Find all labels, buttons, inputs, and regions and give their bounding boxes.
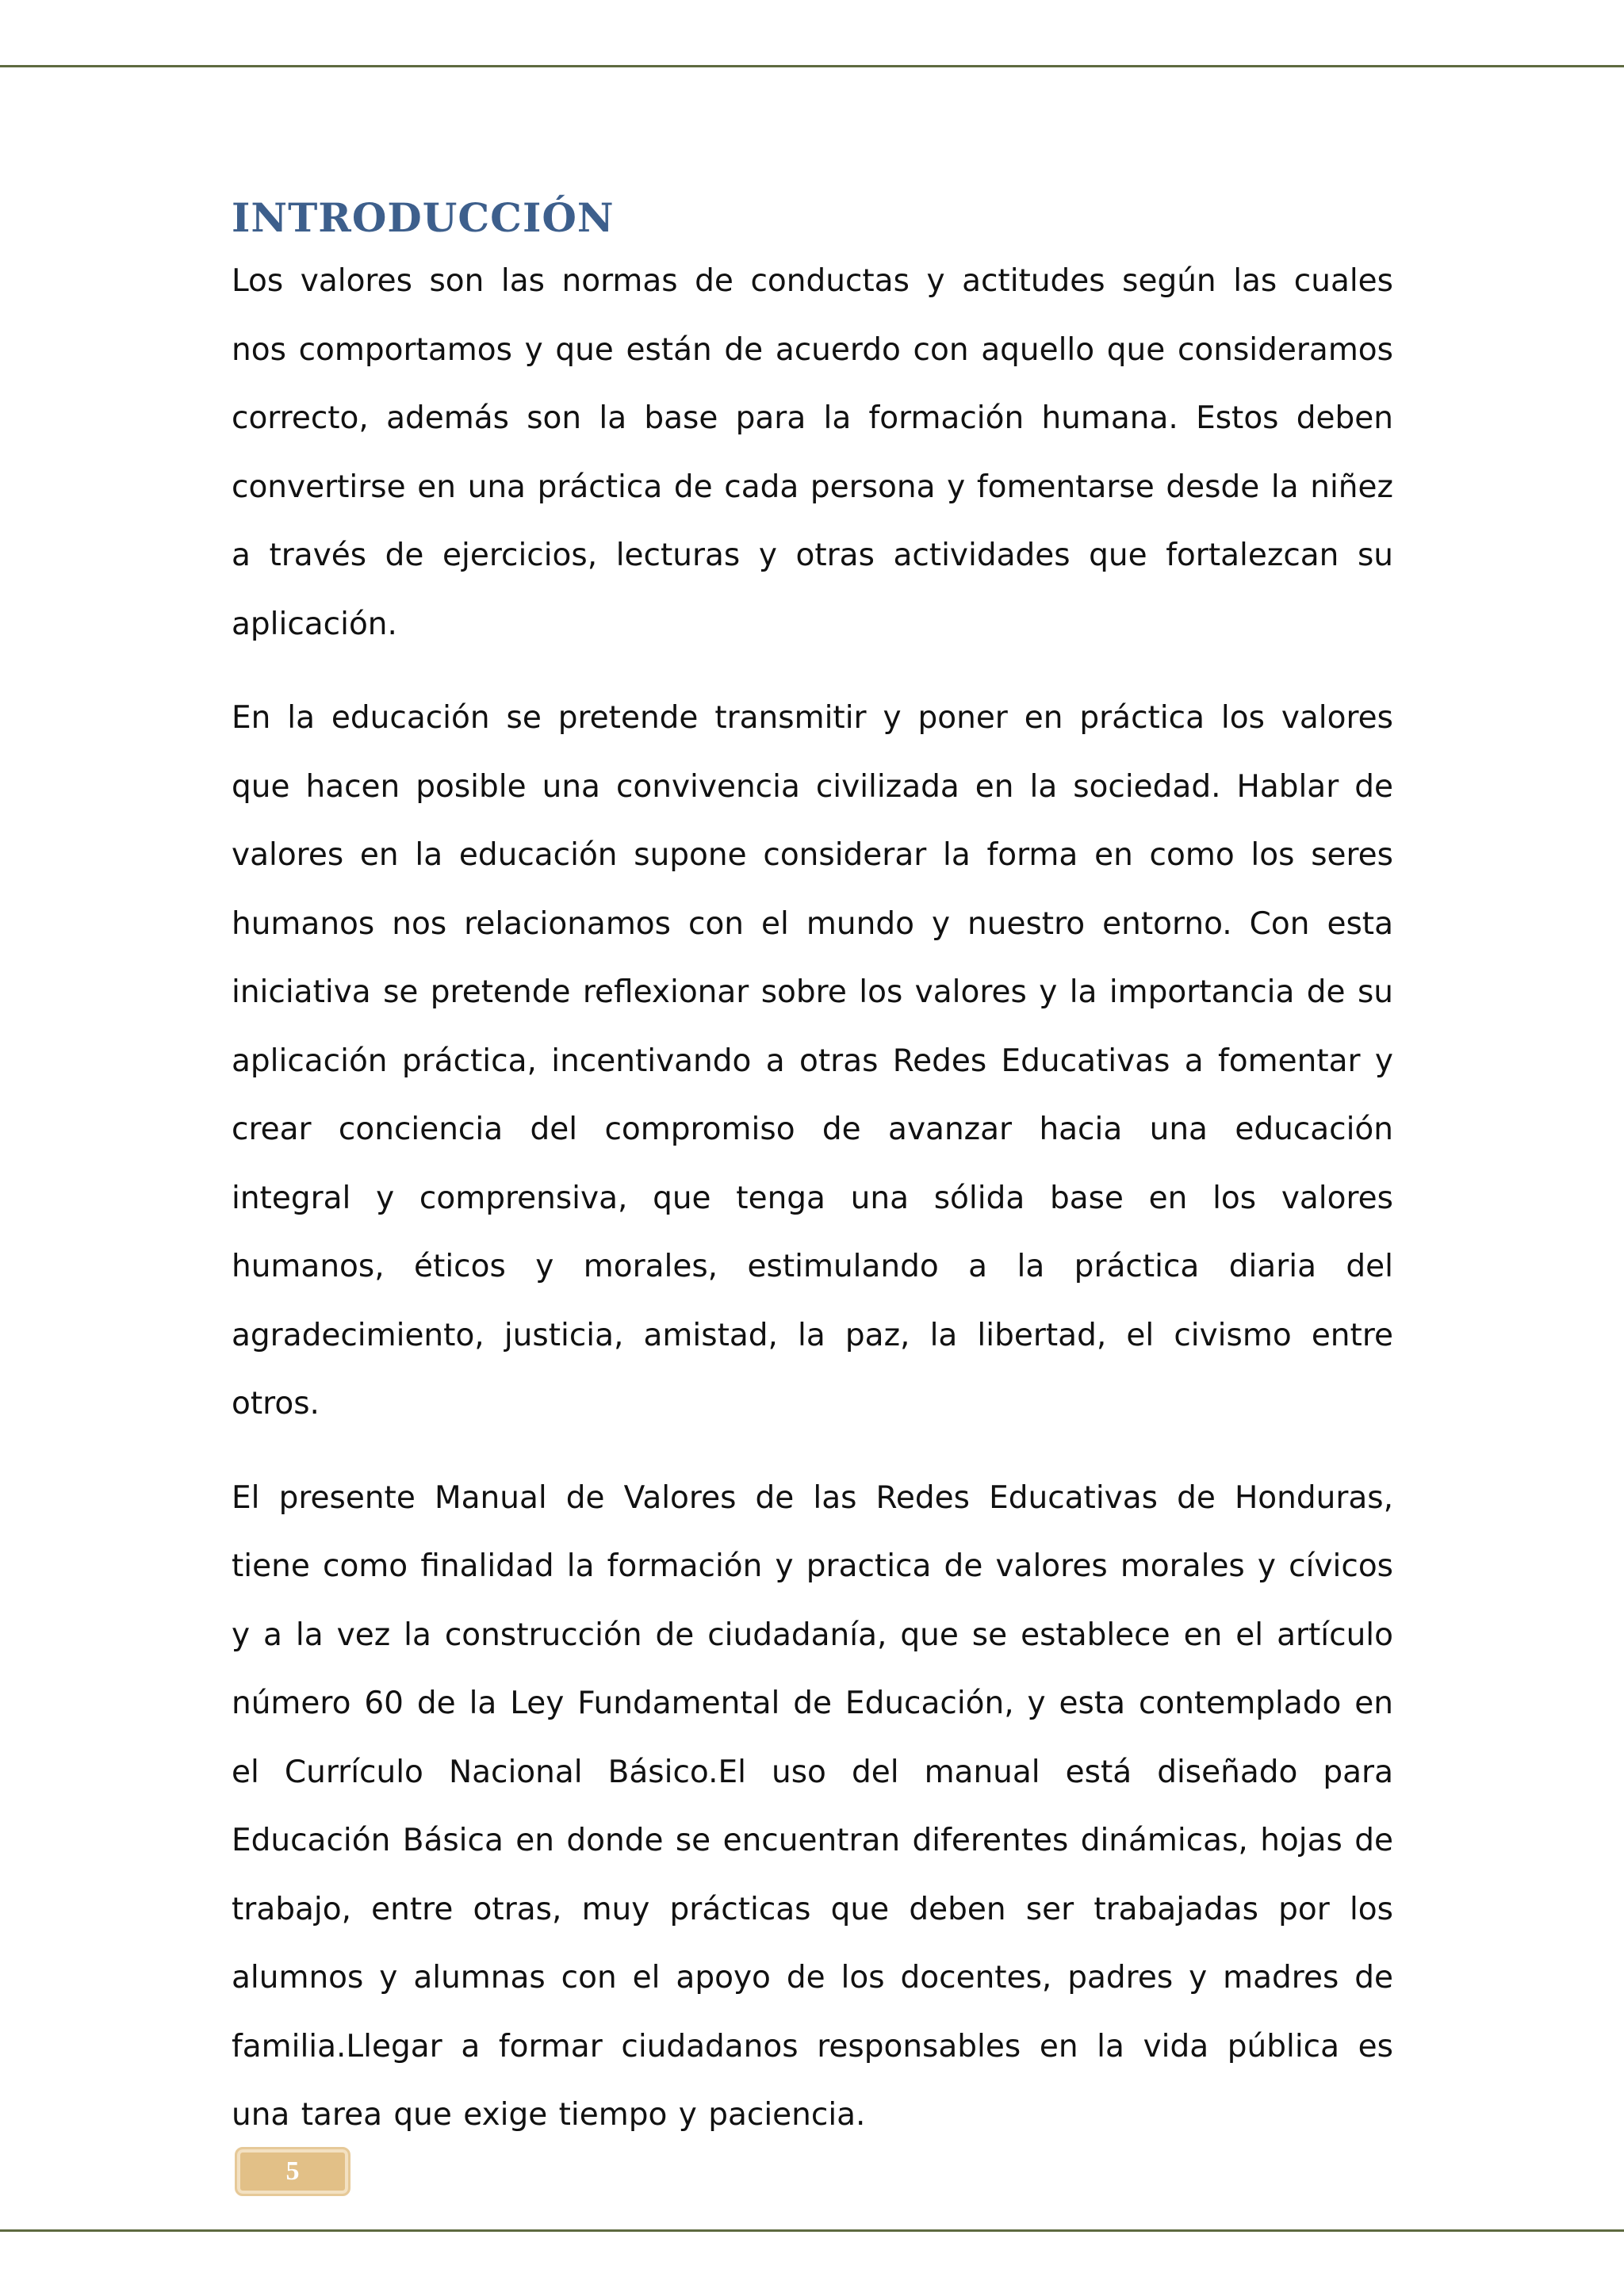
- page-content: [232, 190, 1393, 2175]
- paragraph-1: Los valores son las normas de conductas y actitudes según las cuales nos comportamos y que están de acuerdo con aquello que consideramos correcto, además son la base para la formación humana. Estos deben convertirse en una práctica de cada persona y fomentarse desde la niñez a través de ejercicios, lecturas y otras actividades que fortalezcan su aplicación.: [232, 263, 1393, 642]
- paragraph-2: En la educación se pretende transmitir y poner en práctica los valores que hacen posible una convivencia civilizada en la sociedad. Hablar de valores en la educación supone considerar la forma en como los seres humanos nos relacionamos con el mundo y nuestro entorno. Con esta iniciativa se pretende reflexionar sobre los valores y la importancia de su aplicación práctica, incentivando a otras Redes Educativas a fomentar y crear conciencia del compromiso de avanzar hacia una educación integral y comprensiva, que tenga una sólida base en los valores humanos, éticos y morales, estimulando a la práctica diaria del agradecimiento, justicia, amistad, la paz, la libertad, el civismo entre otros.: [232, 700, 1393, 1422]
- paragraph-3: El presente Manual de Valores de las Redes Educativas de Honduras, tiene como finalidad la formación y practica de valores morales y cívicos y a la vez la construcción de ciudadanía, que se establece en el artículo número 60 de la Ley Fundamental de Educación, y esta contemplado en el Currículo Nacional Básico.El uso del manual está diseñado para Educación Básica en donde se encuentran diferentes dinámicas, hojas de trabajo, entre otras, muy prácticas que deben ser trabajadas por los alumnos y alumnas con el apoyo de los docentes, padres y madres de familia.Llegar a formar ciudadanos responsables en la vida pública es una tarea que exige tiempo y paciencia.: [232, 1479, 1393, 2133]
- header-rule: [0, 65, 1624, 67]
- page-number-badge: 5: [235, 2147, 350, 2196]
- section-heading: INTRODUCCIÓN: [232, 194, 615, 241]
- footer-rule: [0, 2229, 1624, 2232]
